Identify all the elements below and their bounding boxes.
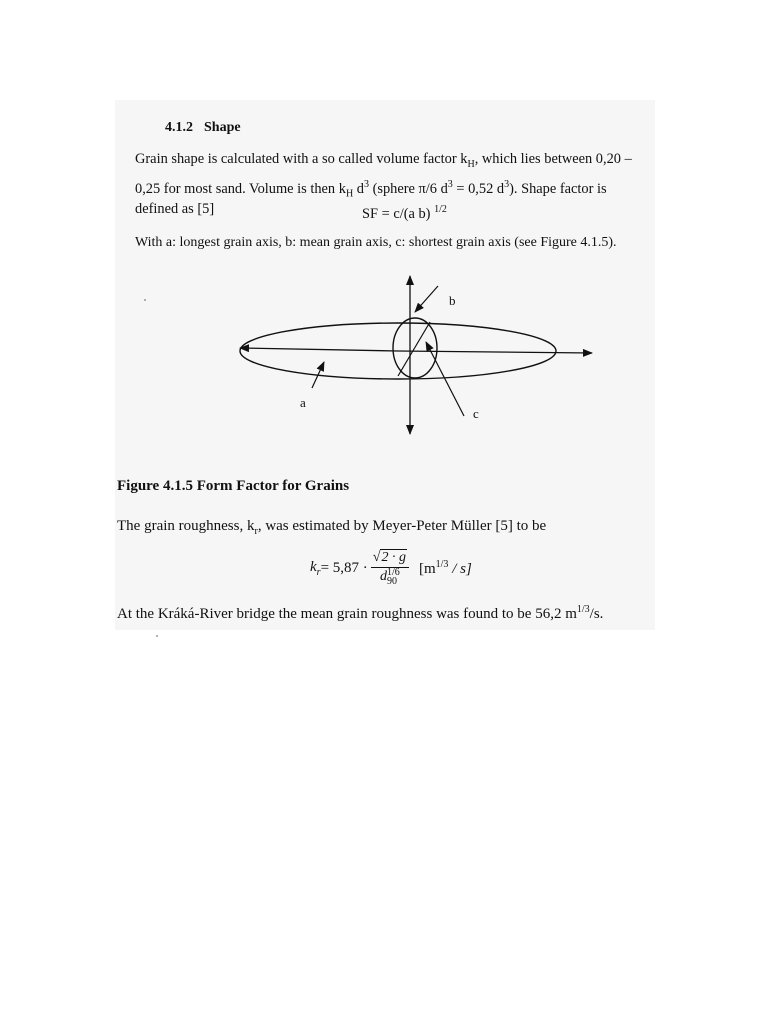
paragraph-axis-legend: With a: longest grain axis, b: mean grain axis, c: shortest grain axis (see Figure 4.1.5). [135,235,617,250]
scan-speck [156,635,158,637]
section-title: Shape [204,120,241,135]
text-span: / s] [448,560,472,577]
superscript: 3 [447,179,453,190]
label-a: a [300,395,306,410]
superscript: 1/6 [387,567,400,578]
figure-caption: Figure 4.1.5 Form Factor for Grains [117,478,350,494]
text-span: (sphere π/6 d [368,180,448,197]
superscript: 1/3 [435,558,449,570]
subscript: 90 [387,576,397,587]
sqrt-content: 2 · g [381,550,406,565]
formula-text: SF = c/(a b) [362,205,431,222]
text-span: [m [418,560,436,577]
label-c: c [473,406,479,421]
text-span: 0,25 for most sand. Volume is then k [135,180,346,197]
superscript: 1/3 [576,604,590,615]
text-span: At the Kráká-River bridge the mean grain roughness was found to be 56,2 m [117,606,577,622]
text-span: ). Shape factor is [509,180,607,197]
variable: d [380,569,387,585]
equation-units [419,559,472,578]
subscript: r [254,526,258,537]
subscript: r [316,566,321,578]
superscript: 1/2 [434,204,447,215]
section-number: 4.1.2 [165,120,193,135]
variable: k [310,558,317,575]
shape-factor-formula [362,197,447,227]
text-span: d [353,180,364,197]
text-span: Grain shape is calculated with a so called volume factor k [135,151,468,167]
paragraph-line-2 [135,172,663,200]
subscript: H [345,188,354,200]
section-heading [165,120,241,136]
text-span: /s. [589,606,604,622]
label-b: b [449,293,456,308]
text-span: defined as [5] [135,201,215,217]
paragraph-line-1 [135,147,663,172]
paragraph-roughness-intro [117,518,546,537]
equation-coefficient: = 5,87 · [320,559,368,576]
fraction-denominator [380,568,400,586]
equation-fraction [371,550,409,586]
text-span: The grain roughness, k [117,518,255,534]
subscript: H [467,158,475,170]
paragraph-shape-definition [135,147,663,222]
scan-speck [144,299,146,301]
text-span: , which lies between 0,20 – [474,151,632,167]
fraction-numerator: √2 · g [371,550,409,568]
paragraph-roughness-result [117,604,603,623]
paragraph-line-3 [135,197,663,222]
equation-lhs [310,559,321,578]
text-span: = 0,52 d [452,180,505,197]
roughness-equation [310,548,472,588]
superscript: 3 [363,179,369,190]
text-span: , was estimated by Meyer-Peter Müller [5] to be [257,518,547,534]
superscript: 3 [504,179,510,190]
